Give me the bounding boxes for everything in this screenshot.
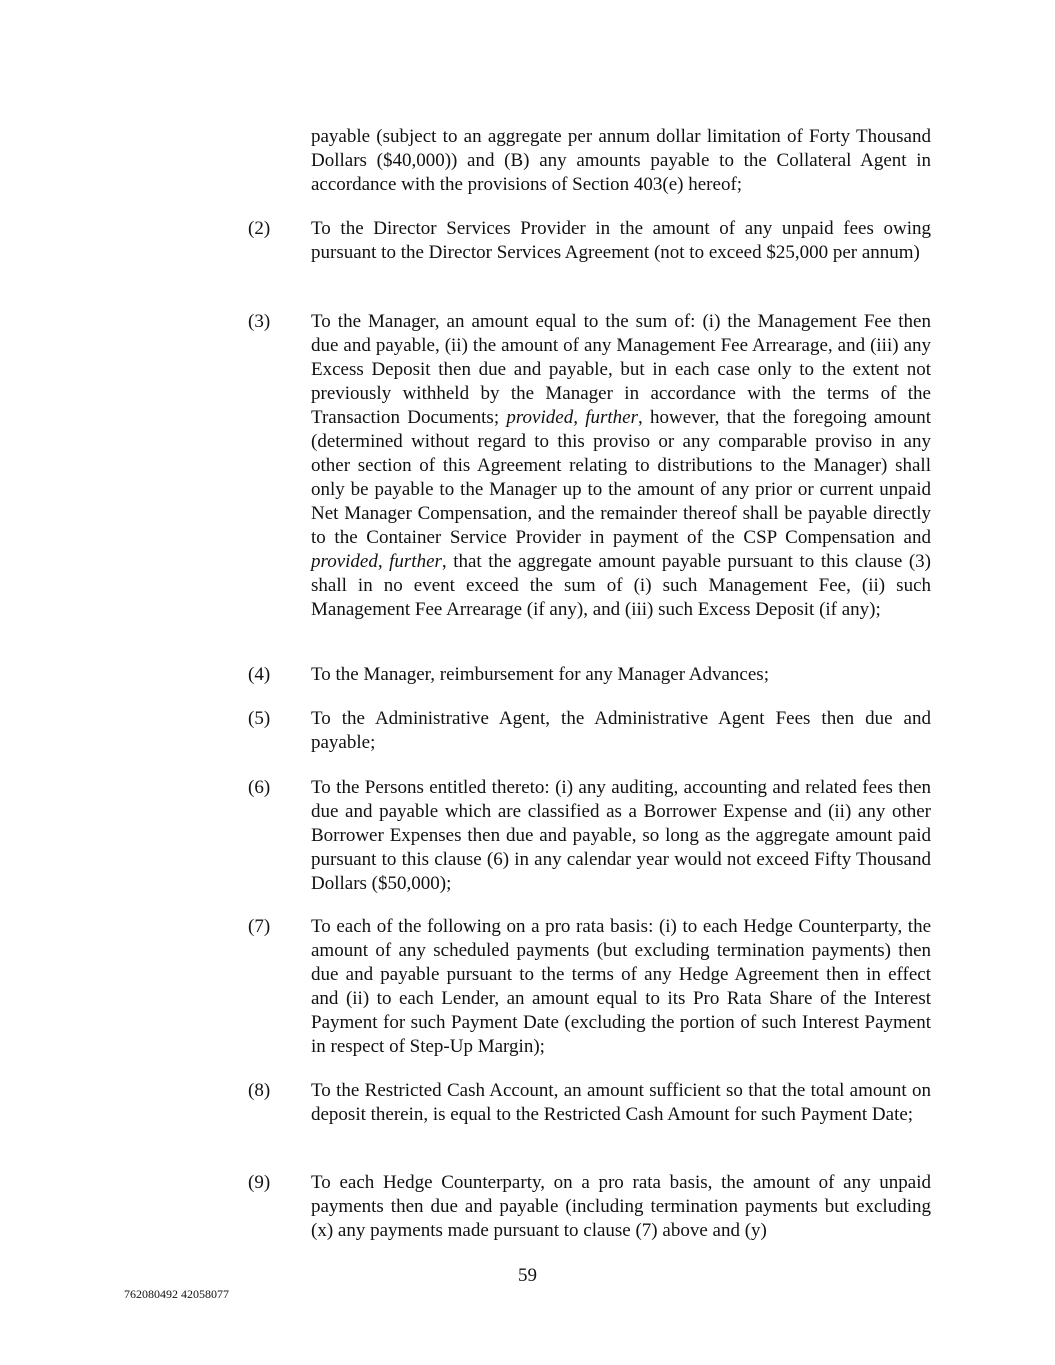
item-number: (8) <box>248 1080 271 1101</box>
item-text: To the Administrative Agent, the Administrative Agent Fees then due and payable; <box>311 708 931 753</box>
italic-proviso: provided, further <box>311 551 442 572</box>
item-text <box>311 310 931 622</box>
item-number: (2) <box>248 218 271 239</box>
item-number: (4) <box>248 664 271 685</box>
item-text: To the Director Services Provider in the amount of any unpaid fees owing pursuant to the Director Services Agreement (not to exceed $25,000 per annum) <box>311 218 931 263</box>
page-number: 59 <box>518 1265 537 1286</box>
item-text-part: To the Manager, an amount equal to the sum of: (i) the Management Fee then due and payable, (ii) the amount of any Management Fee Arrearage, and (iii) any Excess Deposit then due and payable, but in each case only to the extent not previously withheld by the Manager in accordance with the terms of the Transaction Documents; <box>311 311 931 428</box>
document-id: 762080492 42058077 <box>124 1287 229 1301</box>
item-number: (3) <box>248 311 271 332</box>
item-text: To the Persons entitled thereto: (i) any auditing, accounting and related fees then due and payable which are classified as a Borrower Expense and (ii) any other Borrower Expenses then due and payable, so long as the aggregate amount paid pursuant to this clause (6) in any calendar year would not exceed Fifty Thousand Dollars ($50,000); <box>311 777 931 894</box>
item-text: To each Hedge Counterparty, on a pro rata basis, the amount of any unpaid payments then due and payable (including termination payments but excluding (x) any payments made pursuant to clause (7) above and (y) <box>311 1172 931 1241</box>
item-text: To the Restricted Cash Account, an amount sufficient so that the total amount on deposit therein, is equal to the Restricted Cash Amount for such Payment Date; <box>311 1080 931 1125</box>
item-text-part: , that the aggregate amount payable pursuant to this clause (3) shall in no event exceed the sum of (i) such Management Fee, (ii) such Management Fee Arrearage (if any), and (iii) such Excess Deposit (if any); <box>311 551 931 620</box>
item-number: (7) <box>248 916 271 937</box>
continuation-paragraph: payable (subject to an aggregate per annum dollar limitation of Forty Thousand Dollars ($40,000)) and (B) any amounts payable to the Collateral Agent in accordance with the provisions of Section 403(e) hereof; <box>311 126 931 195</box>
item-text: To the Manager, reimbursement for any Manager Advances; <box>311 664 769 685</box>
item-number: (9) <box>248 1172 271 1193</box>
item-number: (5) <box>248 708 271 729</box>
item-text-part: , however, that the foregoing amount (determined without regard to this proviso or any comparable proviso in any other section of this Agreement relating to distributions to the Manager) shall only be payable to the Manager up to the amount of any prior or current unpaid Net Manager Compensation, and the remainder thereof shall be payable directly to the Container Service Provider in payment of the CSP Compensation and <box>311 407 931 548</box>
italic-proviso: provided, further <box>506 407 638 428</box>
item-number: (6) <box>248 777 271 798</box>
item-text: To each of the following on a pro rata basis: (i) to each Hedge Counterparty, the amount of any scheduled payments (but excluding termination payments) then due and payable pursuant to the terms of any Hedge Agreement then in effect and (ii) to each Lender, an amount equal to its Pro Rata Share of the Interest Payment for such Payment Date (excluding the portion of such Interest Payment in respect of Step-Up Margin); <box>311 916 931 1057</box>
